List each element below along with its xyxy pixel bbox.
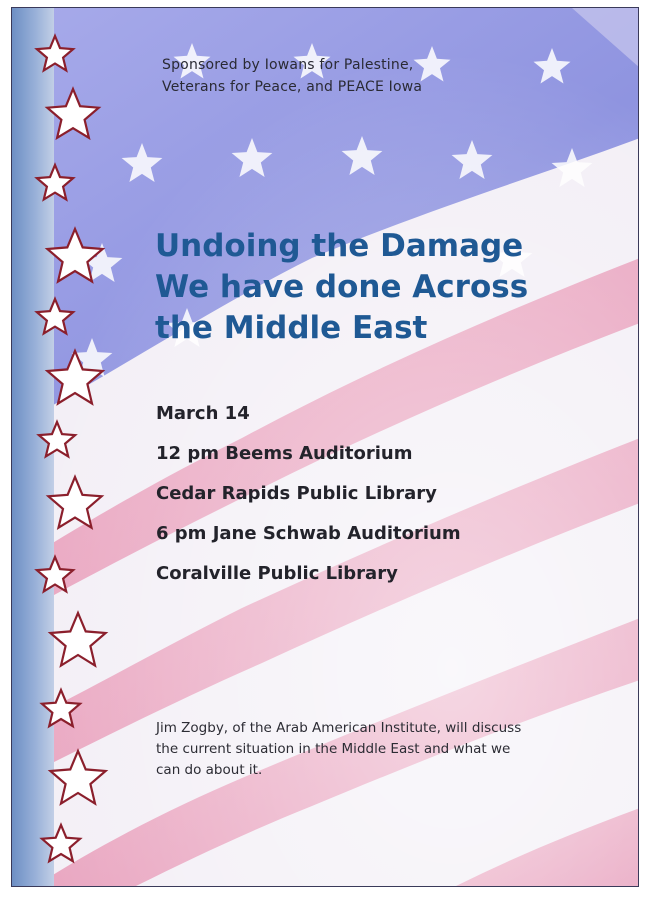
star-icon <box>50 613 105 666</box>
star-border-column <box>12 8 122 887</box>
event-location-2: Coralville Public Library <box>156 563 398 584</box>
star-icon <box>37 557 73 591</box>
event-details <box>156 402 626 602</box>
event-flyer <box>11 7 639 887</box>
star-icon <box>47 351 102 404</box>
description-line: the current situation in the Middle East and what we <box>156 741 511 757</box>
star-icon <box>47 229 102 282</box>
description-line: Jim Zogby, of the Arab American Institute, will discuss <box>156 720 522 736</box>
star-icon <box>48 477 101 528</box>
title-line: the Middle East <box>155 310 428 346</box>
event-time-venue-2: 6 pm Jane Schwab Auditorium <box>156 523 461 544</box>
star-icon <box>39 422 75 456</box>
star-icon <box>37 299 73 333</box>
event-date: March 14 <box>156 403 250 424</box>
star-icon <box>50 751 105 804</box>
star-icon <box>47 89 98 138</box>
sponsor-line: Veterans for Peace, and PEACE Iowa <box>162 79 423 95</box>
event-location-1: Cedar Rapids Public Library <box>156 483 437 504</box>
event-time-venue-1: 12 pm Beems Auditorium <box>156 443 413 464</box>
star-icon <box>37 36 73 70</box>
star-icon <box>42 690 80 726</box>
title-line: Undoing the Damage <box>155 228 524 264</box>
star-icon <box>42 825 80 861</box>
event-description <box>156 718 606 781</box>
sponsor-line: Sponsored by Iowans for Palestine, <box>162 57 414 73</box>
description-line: can do about it. <box>156 762 263 778</box>
sponsor-text <box>162 54 522 98</box>
star-icon <box>37 165 73 199</box>
title-line: We have done Across <box>155 269 529 305</box>
event-title <box>155 226 625 349</box>
